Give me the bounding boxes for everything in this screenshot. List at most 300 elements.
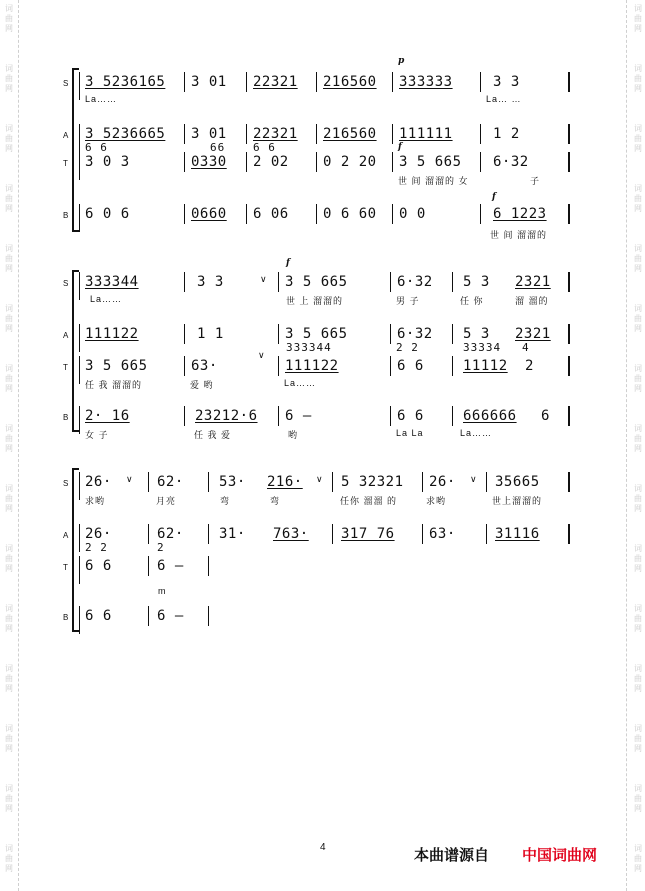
lyric: 弯 xyxy=(220,496,231,506)
watermark-text xyxy=(630,424,645,454)
watermark-char: 词 xyxy=(5,724,13,733)
barline xyxy=(480,152,481,172)
voice-label: T xyxy=(63,363,68,372)
watermark-char: 词 xyxy=(634,424,642,433)
barline xyxy=(480,72,481,92)
watermark-char: 网 xyxy=(634,384,642,393)
notes: 26· xyxy=(429,474,456,490)
watermark-char: 曲 xyxy=(5,314,13,323)
watermark-text xyxy=(630,244,645,274)
watermark-char: 词 xyxy=(5,4,13,13)
score-system-1 xyxy=(60,56,580,240)
voice-label: B xyxy=(63,211,69,220)
watermark-char: 曲 xyxy=(5,734,13,743)
lyric: La…… xyxy=(90,294,123,304)
notes: 2 xyxy=(525,358,534,374)
breath-mark: ∨ xyxy=(316,474,323,484)
notes: 6 1223 xyxy=(493,206,547,222)
watermark-char: 词 xyxy=(634,64,642,73)
watermark-char: 曲 xyxy=(5,14,13,23)
watermark-char: 网 xyxy=(634,624,642,633)
watermark-char: 曲 xyxy=(634,134,642,143)
lyric: La…… xyxy=(284,378,317,388)
barline xyxy=(390,356,391,376)
barline xyxy=(568,472,570,492)
watermark-text xyxy=(1,424,17,454)
notes: 6 6 xyxy=(397,408,424,424)
notes: 763· xyxy=(273,526,309,542)
staff-line xyxy=(79,204,80,232)
staff-line xyxy=(79,472,80,500)
notes: 3 5236165 xyxy=(85,74,166,90)
watermark-char: 曲 xyxy=(634,554,642,563)
voice-label: A xyxy=(63,131,69,140)
lower-notes: 6 6 xyxy=(253,141,276,154)
notes: 1 1 xyxy=(197,326,224,342)
voice-label: T xyxy=(63,159,68,168)
watermark-char: 曲 xyxy=(5,854,13,863)
voice-label: S xyxy=(63,79,69,88)
watermark-char: 词 xyxy=(5,244,13,253)
notes: 6 6 xyxy=(85,608,112,624)
dynamic-marking: p xyxy=(398,56,405,66)
watermark-char: 曲 xyxy=(634,374,642,383)
watermark-char: 网 xyxy=(634,504,642,513)
lower-notes: 6 6 xyxy=(85,141,108,154)
notes: 6·32 xyxy=(397,274,433,290)
watermark-char: 词 xyxy=(5,424,13,433)
staff-line xyxy=(79,406,80,434)
lyric: 世 上 溜溜的 xyxy=(286,296,344,306)
watermark-char: 词 xyxy=(5,124,13,133)
watermark-char: 网 xyxy=(634,744,642,753)
watermark-char: 曲 xyxy=(634,734,642,743)
notes: 23212·6 xyxy=(195,408,258,424)
lyric: 任你 溜溜 的 xyxy=(340,496,398,506)
watermark-char: 词 xyxy=(634,4,642,13)
staff-row-bass xyxy=(60,606,580,640)
barline xyxy=(452,356,453,376)
notes: 5 3 xyxy=(463,326,490,342)
staff-row-bass xyxy=(60,192,580,240)
watermark-char: 曲 xyxy=(5,74,13,83)
barline xyxy=(568,204,570,224)
site-name[interactable]: 中国词曲网 xyxy=(522,847,598,864)
barline xyxy=(486,472,487,492)
watermark-char: 网 xyxy=(5,864,13,873)
notes: 3 3 xyxy=(493,74,520,90)
voice-label: B xyxy=(63,613,69,622)
watermark-char: 网 xyxy=(5,384,13,393)
watermark-divider xyxy=(626,0,627,891)
barline xyxy=(486,524,487,544)
watermark-char: 网 xyxy=(5,144,13,153)
watermark-text xyxy=(1,244,17,274)
watermark-char: 词 xyxy=(5,184,13,193)
watermark-char: 曲 xyxy=(5,434,13,443)
lyric: 子 xyxy=(530,176,541,186)
barline xyxy=(452,272,453,292)
watermark-char: 词 xyxy=(5,484,13,493)
watermark-char: 曲 xyxy=(634,794,642,803)
watermark-char: 词 xyxy=(634,304,642,313)
watermark-char: 网 xyxy=(5,504,13,513)
barline xyxy=(316,152,317,172)
barline xyxy=(480,124,481,144)
watermark-char: 曲 xyxy=(5,794,13,803)
notes: 3 5 665 xyxy=(85,358,148,374)
staff-line xyxy=(79,124,80,152)
barline xyxy=(184,356,185,376)
watermark-char: 曲 xyxy=(5,674,13,683)
watermark-char: 曲 xyxy=(5,194,13,203)
watermark-char: 词 xyxy=(634,664,642,673)
notes: 53· xyxy=(219,474,246,490)
barline xyxy=(568,152,570,172)
barline xyxy=(392,72,393,92)
watermark-char: 曲 xyxy=(5,614,13,623)
lyric: La…… xyxy=(85,94,118,104)
staff-row-soprano xyxy=(60,72,580,106)
watermark-text xyxy=(1,844,17,874)
staff-line xyxy=(79,72,80,100)
breath-mark: ∨ xyxy=(260,274,267,284)
notes: 216· xyxy=(267,474,303,490)
watermark-text xyxy=(630,4,645,34)
barline xyxy=(208,556,209,576)
voice-label: A xyxy=(63,331,69,340)
breath-mark: ∨ xyxy=(126,474,133,484)
watermark-char: 曲 xyxy=(634,434,642,443)
voice-label: S xyxy=(63,479,69,488)
barline xyxy=(422,524,423,544)
watermark-char: 网 xyxy=(5,804,13,813)
staff-line xyxy=(79,606,80,634)
barline xyxy=(208,524,209,544)
lower-notes: 2 2 xyxy=(396,341,419,354)
watermark-text xyxy=(1,304,17,334)
watermark-char: 网 xyxy=(5,84,13,93)
staff-line xyxy=(79,524,80,552)
notes: 0 2 20 xyxy=(323,154,377,170)
watermark-divider xyxy=(18,0,19,891)
watermark-char: 网 xyxy=(5,264,13,273)
watermark-char: 词 xyxy=(5,784,13,793)
barline xyxy=(568,272,570,292)
watermark-char: 词 xyxy=(5,364,13,373)
voice-label: T xyxy=(63,563,68,572)
notes: 26· xyxy=(85,474,112,490)
barline xyxy=(246,72,247,92)
notes: 63· xyxy=(429,526,456,542)
watermark-char: 曲 xyxy=(634,194,642,203)
barline xyxy=(390,406,391,426)
barline xyxy=(480,204,481,224)
lyric: La La xyxy=(396,428,424,438)
barline xyxy=(316,72,317,92)
notes: 6 6 xyxy=(85,558,112,574)
barline xyxy=(422,472,423,492)
lower-notes: 33334 xyxy=(463,341,502,354)
barline xyxy=(184,204,185,224)
notes: 6 — xyxy=(157,608,184,624)
staff-line xyxy=(79,272,80,300)
watermark-char: 曲 xyxy=(5,554,13,563)
watermark-char: 网 xyxy=(5,684,13,693)
watermark-char: 曲 xyxy=(634,314,642,323)
lyric: 世上溜溜的 xyxy=(492,496,543,506)
watermark-text xyxy=(630,364,645,394)
watermark-char: 网 xyxy=(634,24,642,33)
notes: 0660 xyxy=(191,206,227,222)
barline xyxy=(184,124,185,144)
watermark-text xyxy=(630,604,645,634)
watermark-char: 网 xyxy=(5,204,13,213)
notes: 2 02 xyxy=(253,154,289,170)
notes: 2321 xyxy=(515,326,551,342)
watermark-char: 网 xyxy=(5,324,13,333)
notes: 333344 xyxy=(85,274,139,290)
notes: 3 01 xyxy=(191,74,227,90)
lyric: 求哟 xyxy=(426,496,447,506)
notes: 6·32 xyxy=(397,326,433,342)
notes: 6 — xyxy=(157,558,184,574)
watermark-char: 曲 xyxy=(5,374,13,383)
notes: 666666 xyxy=(463,408,517,424)
voice-label: S xyxy=(63,279,69,288)
watermark-char: 网 xyxy=(634,84,642,93)
staff-row-alto xyxy=(60,324,580,358)
notes: 6 06 xyxy=(253,206,289,222)
watermark-char: 词 xyxy=(634,784,642,793)
watermark-text xyxy=(630,484,645,514)
watermark-char: 网 xyxy=(634,324,642,333)
notes: 35665 xyxy=(495,474,540,490)
notes: 6 6 xyxy=(397,358,424,374)
notes: 2· 16 xyxy=(85,408,130,424)
lyric: m xyxy=(158,586,167,596)
watermark-text xyxy=(1,4,17,34)
notes: 62· xyxy=(157,526,184,542)
notes: 3 01 xyxy=(191,126,227,142)
notes: 62· xyxy=(157,474,184,490)
lyric: 哟 xyxy=(288,430,299,440)
breath-mark: ∨ xyxy=(258,350,265,360)
staff-row-soprano xyxy=(60,272,580,306)
lower-notes: 66 xyxy=(210,141,226,154)
staff-row-tenor xyxy=(60,350,580,390)
barline xyxy=(246,124,247,144)
watermark-text xyxy=(630,844,645,874)
barline xyxy=(452,406,453,426)
notes: 63· xyxy=(191,358,218,374)
watermark-char: 网 xyxy=(634,444,642,453)
watermark-char: 网 xyxy=(5,24,13,33)
barline xyxy=(278,356,279,376)
watermark-char: 曲 xyxy=(634,14,642,23)
notes: 6·32 xyxy=(493,154,529,170)
voice-label: B xyxy=(63,413,69,422)
watermark-char: 网 xyxy=(634,684,642,693)
notes: 11112 xyxy=(463,358,508,374)
watermark-char: 曲 xyxy=(5,254,13,263)
lower-notes: 2 xyxy=(157,541,165,554)
notes: 5 3 xyxy=(463,274,490,290)
watermark-char: 词 xyxy=(634,604,642,613)
watermark-char: 词 xyxy=(634,484,642,493)
watermark-text xyxy=(630,724,645,754)
barline xyxy=(184,72,185,92)
lyric: 弯 xyxy=(270,496,281,506)
lyric: 溜 溜的 xyxy=(515,296,549,306)
watermark-char: 网 xyxy=(5,564,13,573)
watermark-char: 词 xyxy=(5,604,13,613)
watermark-char: 曲 xyxy=(634,74,642,83)
lyric: 世 间 溜溜的 xyxy=(490,230,548,240)
barline xyxy=(278,272,279,292)
voice-label: A xyxy=(63,531,69,540)
barline xyxy=(568,124,570,144)
barline xyxy=(332,472,333,492)
lyric: La…… xyxy=(460,428,493,438)
watermark-text xyxy=(1,124,17,154)
watermark-char: 网 xyxy=(634,564,642,573)
barline xyxy=(568,406,570,426)
source-label: 本曲谱源自 xyxy=(414,847,490,864)
watermark-text xyxy=(630,784,645,814)
barline xyxy=(278,406,279,426)
barline xyxy=(332,524,333,544)
notes: 111122 xyxy=(85,326,139,342)
notes: 2321 xyxy=(515,274,551,290)
notes: 0330 xyxy=(191,154,227,170)
notes: 111122 xyxy=(285,358,339,374)
barline xyxy=(184,406,185,426)
barline xyxy=(392,204,393,224)
dynamic-marking: f xyxy=(492,192,496,202)
notes: 26· xyxy=(85,526,112,542)
watermark-char: 网 xyxy=(634,204,642,213)
barline xyxy=(392,152,393,172)
barline xyxy=(246,204,247,224)
staff-line xyxy=(79,324,80,352)
barline xyxy=(208,472,209,492)
barline xyxy=(278,324,279,344)
notes: 0 0 xyxy=(399,206,426,222)
watermark-text xyxy=(630,124,645,154)
staff-line xyxy=(79,152,80,180)
watermark-text xyxy=(630,544,645,574)
watermark-char: 曲 xyxy=(5,494,13,503)
lyric: 爱 哟 xyxy=(190,380,214,390)
notes: 0 6 60 xyxy=(323,206,377,222)
watermark-char: 网 xyxy=(5,744,13,753)
staff-row-alto xyxy=(60,524,580,558)
notes: 3 5 665 xyxy=(285,274,348,290)
barline xyxy=(208,606,209,626)
lower-notes: 4 xyxy=(522,341,530,354)
breath-mark: ∨ xyxy=(470,474,477,484)
lyric: 求哟 xyxy=(85,496,106,506)
lyric: La… … xyxy=(486,94,522,104)
watermark-char: 网 xyxy=(634,264,642,273)
barline xyxy=(568,356,570,376)
notes: 317 76 xyxy=(341,526,395,542)
watermark-text xyxy=(630,304,645,334)
lyric: 任 我 爱 xyxy=(194,430,232,440)
notes: 6 xyxy=(541,408,550,424)
notes: 22321 xyxy=(253,126,298,142)
page-number: 4 xyxy=(320,842,326,853)
watermark-char: 词 xyxy=(634,244,642,253)
barline xyxy=(246,152,247,172)
watermark-char: 曲 xyxy=(634,254,642,263)
notes: 3 3 xyxy=(197,274,224,290)
notes: 1 2 xyxy=(493,126,520,142)
watermark-text xyxy=(630,64,645,94)
notes: 5 32321 xyxy=(341,474,404,490)
watermark-char: 词 xyxy=(634,724,642,733)
notes: 111111 xyxy=(399,126,453,142)
staff-row-tenor xyxy=(60,556,580,596)
dynamic-marking: f xyxy=(398,142,402,152)
notes: 3 5236665 xyxy=(85,126,166,142)
notes: 31116 xyxy=(495,526,540,542)
lower-notes: 2 2 xyxy=(85,541,108,554)
barline xyxy=(148,606,149,626)
barline xyxy=(392,124,393,144)
watermark-char: 曲 xyxy=(634,854,642,863)
watermark-char: 词 xyxy=(634,184,642,193)
watermark-char: 网 xyxy=(634,864,642,873)
watermark-char: 词 xyxy=(5,64,13,73)
lyric: 男 子 xyxy=(396,296,420,306)
lyric: 女 子 xyxy=(85,430,109,440)
notes: 216560 xyxy=(323,126,377,142)
watermark-char: 曲 xyxy=(5,134,13,143)
watermark-char: 曲 xyxy=(634,494,642,503)
watermark-text xyxy=(630,664,645,694)
watermark-char: 词 xyxy=(634,844,642,853)
barline xyxy=(184,152,185,172)
notes: 3 5 665 xyxy=(285,326,348,342)
lower-notes: 333344 xyxy=(286,341,332,354)
watermark-char: 词 xyxy=(5,304,13,313)
watermark-text xyxy=(1,184,17,214)
barline xyxy=(568,324,570,344)
watermark-text xyxy=(1,364,17,394)
watermark-text xyxy=(1,544,17,574)
notes: 31· xyxy=(219,526,246,542)
barline xyxy=(148,524,149,544)
notes: 216560 xyxy=(323,74,377,90)
lyric: 世 间 溜溜的 女 xyxy=(398,176,469,186)
barline xyxy=(390,324,391,344)
barline xyxy=(316,204,317,224)
watermark-strip-right xyxy=(625,0,645,891)
watermark-char: 网 xyxy=(5,624,13,633)
notes: 3 0 3 xyxy=(85,154,130,170)
watermark-char: 网 xyxy=(5,444,13,453)
lyric: 月亮 xyxy=(156,496,177,506)
barline xyxy=(184,272,185,292)
staff-line xyxy=(79,356,80,384)
watermark-char: 词 xyxy=(634,364,642,373)
notes: 3 5 665 xyxy=(399,154,462,170)
notes: 6 0 6 xyxy=(85,206,130,222)
lyric: 任 我 溜溜的 xyxy=(85,380,143,390)
watermark-char: 词 xyxy=(5,664,13,673)
